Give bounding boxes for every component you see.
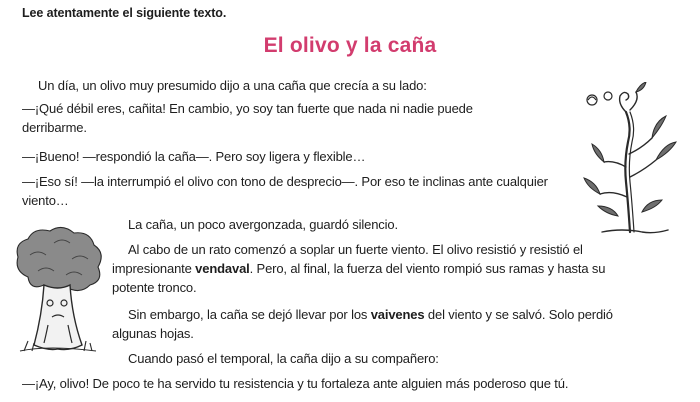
paragraph-3: —¡Bueno! —respondió la caña—. Pero soy ligera y flexible… [22,149,366,164]
paragraph-8: Cuando pasó el temporal, la caña dijo a su compañero: [128,351,439,366]
paragraph-7-text-b: del viento y se salvó. Solo perdió algunas hojas. [112,307,613,341]
paragraph-7-text-a: Sin embargo, la caña se dejó llevar por los [128,307,371,322]
story-title: El olivo y la caña [263,34,437,57]
paragraph-9: —¡Ay, olivo! De poco te ha servido tu resistencia y tu fortaleza ante alguien más poderoso que tú. [22,376,569,391]
paragraph-6 [112,240,632,297]
paragraph-4: —¡Eso sí! —la interrumpió el olivo con tono de desprecio—. Por eso te inclinas ante cualquier viento… [22,174,548,208]
paragraph-2: —¡Qué débil eres, cañita! En cambio, yo soy tan fuerte que nada ni nadie puede derribarme. [22,101,473,135]
keyword-vendaval: vendaval [195,261,250,276]
paragraph-5: La caña, un poco avergonzada, guardó silencio. [128,217,398,232]
paragraph-6-text-a: Al cabo de un rato comenzó a soplar un fuerte viento. El olivo resistió y resistió el impresionante [112,242,583,276]
olive-tree-illustration [8,225,108,365]
paragraph-6-text-b: . Pero, al final, la fuerza del viento rompió sus ramas y hasta su potente tronco. [112,261,606,295]
keyword-vaivenes: vaivenes [370,307,425,322]
instruction-text: Lee atentamente el siguiente texto. [22,6,227,20]
paragraph-7 [112,305,652,343]
paragraph-1: Un día, un olivo muy presumido dijo a una caña que crecía a su lado: [38,78,427,93]
cane-plant-illustration [582,82,682,242]
